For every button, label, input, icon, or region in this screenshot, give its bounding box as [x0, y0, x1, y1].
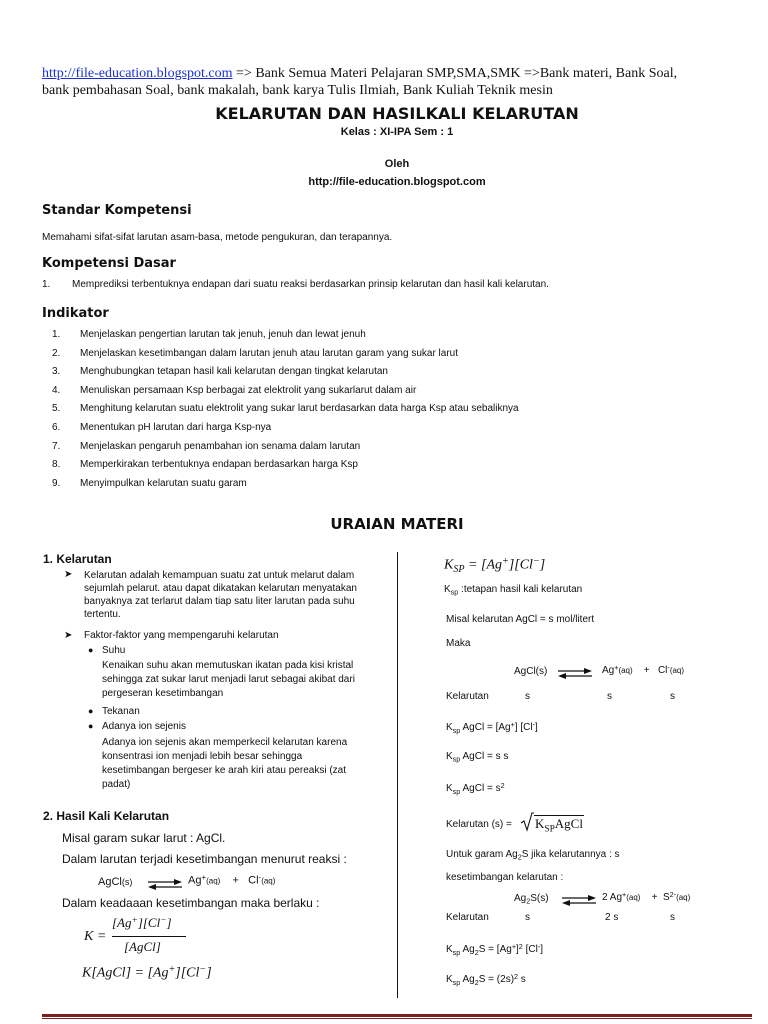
ksp-ag2s-line-1: $K_{sp}$ $Ag_2S = [Ag^+]^2$ [Cl-] [446, 942, 543, 957]
suhu-text-line: Kenaikan suhu akan memutuskan ikatan pada kisi kristal [102, 660, 354, 671]
indikator-item [52, 422, 271, 433]
hasil-kali-line-3: Dalam keadaaan kesetimbangan maka berlaku : [62, 896, 320, 910]
fraction-bar [112, 936, 186, 937]
dot-bullet-icon: ● [88, 706, 94, 716]
k-numerator: [Ag+][Cl−] [112, 915, 172, 930]
tekanan-label: Tekanan [102, 706, 140, 717]
kelarutan-row-label-2: Kelarutan [446, 912, 489, 923]
k-agcl-formula: K[AgCl] = [Ag+][Cl−] [82, 964, 212, 981]
indikator-item [52, 348, 458, 359]
indikator-num: 9. [52, 477, 61, 489]
kelarutan-def-line: Kelarutan adalah kemampuan suatu zat untuk melarut dalam [84, 570, 355, 581]
ag2s-reaction-left: $Ag_2S(s)$ [514, 893, 549, 906]
indikator-text: Menghitung kelarutan suatu elektrolit yang sukar larut berdasarkan data harga Ksp atau sebaliknya [80, 403, 519, 415]
faktor-label: Faktor-faktor yang mempengaruhi kelarutan [84, 630, 279, 641]
ion-text [102, 736, 388, 792]
indikator-num: 2. [52, 347, 61, 359]
header-link[interactable]: http://file-education.blogspot.com [42, 66, 233, 81]
class-info: Kelas : XI-IPA Sem : 1 [340, 126, 454, 138]
agcl-reaction-right: Ag+(aq) + Cl-(aq) [602, 663, 685, 677]
kelarutan-s-formula-label: Kelarutan (s) = [446, 819, 512, 830]
indikator-num: 5. [52, 403, 61, 415]
ksp-formula: $K_{SP} = [Ag^+][Cl^-]$ [444, 556, 546, 576]
ag2s-reaction-right: 2 Ag+(aq) + $S^{2-}(aq)$ [602, 890, 691, 904]
ksp-ag2s-line-2: $K_{sp}$ $Ag_2S = (2s)^2$ s [446, 972, 526, 987]
indikator-num: 7. [52, 440, 61, 452]
sqrt-ksp-formula: $K_{SP}AgCl$ [520, 812, 584, 834]
maka-text: Maka [446, 638, 471, 649]
reaction-agcl-right: Ag+(aq) + Cl-(aq) [188, 873, 276, 887]
untuk-garam-suffix: S jika kelarutannya : s [521, 849, 620, 860]
ksp-agcl-line-1: $K_{sp}$ AgCl = [Ag+] [Cl-] [446, 720, 538, 735]
indikator-list [52, 329, 752, 499]
suhu-text-line: pergeseran kesetimbangan [102, 688, 224, 699]
k-equals-formula: K = [84, 929, 107, 944]
ion-label: Adanya ion sejenis [102, 721, 186, 732]
author-link[interactable]: http://file-education.blogspot.com [308, 176, 486, 188]
misal-text: Misal kelarutan AgCl = s mol/litert [446, 614, 595, 625]
suhu-text-line: sehingga zat sukar larut menjadi larut sebagai akibat dari [102, 674, 355, 685]
indikator-text: Menghubungkan tetapan hasil kali kelarutan dengan tingkat kelarutan [80, 366, 388, 378]
indikator-text: Menyimpulkan kelarutan suatu garam [80, 477, 247, 489]
equilibrium-arrow-icon [560, 894, 598, 906]
suhu-text [102, 659, 388, 701]
ion-text-line: kesetimbangan bergeser ke arah kiri atau pereaksi (zat [102, 765, 347, 776]
indikator-heading: Indikator [42, 306, 109, 321]
indikator-text: Menjelaskan pengertian larutan tak jenuh, jenuh dan lewat jenuh [80, 329, 366, 340]
indikator-item [52, 403, 519, 414]
equilibrium-arrow-icon [146, 878, 184, 890]
kelarutan-s-1: s [525, 691, 530, 702]
indikator-text: Memperkirakan terbentuknya endapan berdasarkan harga Ksp [80, 459, 358, 471]
kelarutan-def-line: banyaknya zat terlarut dalam tiap satu liter larutan pada suhu [84, 596, 355, 607]
indikator-num: 1. [52, 329, 61, 340]
indikator-item [52, 478, 247, 489]
ksp-definition: $K_{sp}$ :tetapan hasil kali kelarutan [444, 584, 583, 597]
kelarutan-s-3: s [670, 691, 675, 702]
header-line-1-text: => Bank Semua Materi Pelajaran SMP,SMA,SMK =>Bank materi, Bank Soal, [232, 66, 678, 81]
kompetensi-heading: Kompetensi Dasar [42, 256, 176, 271]
indikator-text: Menjelaskan pengaruh penambahan ion senama dalam larutan [80, 440, 361, 452]
indikator-num: 4. [52, 384, 61, 396]
indikator-item [52, 329, 366, 340]
indikator-item [52, 385, 416, 396]
untuk-garam-text: Untuk garam $Ag_2S$ jika kelarutannya : s [446, 849, 620, 862]
hasil-kali-line-1: Misal garam sukar larut : AgCl. [62, 831, 226, 845]
kelarutan-s-2: s [607, 691, 612, 702]
kompetensi-text: Memprediksi terbentuknya endapan dari suatu reaksi berdasarkan prinsip kelarutan dan hasil kali kelarutan. [72, 279, 549, 290]
kelarutan-ag2s-s2: s [670, 912, 675, 923]
footer-rule [42, 1014, 752, 1017]
indikator-num: 3. [52, 366, 61, 378]
indikator-text: Menjelaskan kesetimbangan dalam larutan jenuh atau larutan garam yang sukar larut [80, 347, 459, 359]
ksp-definition-text: :tetapan hasil kali kelarutan [461, 584, 583, 595]
kelarutan-definition [84, 569, 388, 621]
reaction-agcl-left: AgCl(s) [98, 876, 133, 888]
hasil-kali-heading: 2. Hasil Kali Kelarutan [43, 809, 170, 823]
k-denominator: [AgCl] [124, 939, 161, 954]
indikator-item [52, 459, 358, 470]
indikator-num: 6. [52, 422, 61, 433]
footer-rule-thin [42, 1018, 752, 1019]
kelarutan-def-line: sejumlah pelarut. atau dapat dikatakan kelarutan menyatakan [84, 583, 357, 594]
ion-text-line: padat) [102, 779, 131, 790]
arrow-bullet-icon: ➤ [64, 630, 73, 641]
indikator-item [52, 366, 388, 377]
sqrt-icon [520, 812, 534, 832]
author-label: Oleh [384, 158, 410, 170]
ion-text-line: Adanya ion sejenis akan memperkecil kelarutan karena [102, 737, 348, 748]
ksp-agcl-line-3: $K_{sp}$ AgCl = $s^2$ [446, 781, 505, 796]
header-line-2: bank pembahasan Soal, bank makalah, bank karya Tulis Ilmiah, Bank Kuliah Teknik mesin [42, 83, 553, 98]
kelarutan-row-label: Kelarutan [446, 691, 489, 702]
section-title-uraian: URAIAN MATERI [330, 515, 464, 533]
dot-bullet-icon: ● [88, 721, 94, 731]
kelarutan-ag2s-s: s [525, 912, 530, 923]
indikator-item [52, 441, 360, 452]
untuk-garam-prefix: Untuk garam Ag [446, 849, 518, 860]
indikator-text: Menentukan pH larutan dari harga Ksp-nya [80, 422, 272, 433]
standar-heading: Standar Kompetensi [42, 203, 192, 218]
agcl-reaction-left: AgCl(s) [514, 666, 548, 677]
standar-text: Memahami sifat-sifat larutan asam-basa, metode pengukuran, dan terapannya. [42, 232, 393, 243]
column-divider [397, 552, 398, 998]
kesetimbangan-text: kesetimbangan kelarutan : [446, 872, 564, 883]
kelarutan-heading: 1. Kelarutan [43, 552, 112, 566]
hasil-kali-line-2: Dalam larutan terjadi kesetimbangan menurut reaksi : [62, 852, 347, 866]
kompetensi-num: 1. [42, 279, 51, 290]
indikator-text: Menuliskan persamaan Ksp berbagai zat elektrolit yang sukarlarut dalam air [80, 384, 417, 396]
arrow-bullet-icon: ➤ [64, 569, 73, 580]
kelarutan-def-line: tertentu. [84, 609, 121, 620]
ion-text-line: konsentrasi ion menjadi lebih besar sehingga [102, 751, 303, 762]
kelarutan-ag2s-2s: 2 s [605, 912, 619, 923]
page-title: KELARUTAN DAN HASILKALI KELARUTAN [215, 104, 579, 123]
header-line-1 [42, 66, 677, 82]
ksp-agcl-line-2: $K_{sp}$ AgCl = s s [446, 751, 509, 764]
dot-bullet-icon: ● [88, 645, 94, 655]
suhu-label: Suhu [102, 645, 126, 656]
equilibrium-arrow-icon [556, 667, 594, 679]
indikator-num: 8. [52, 459, 61, 471]
